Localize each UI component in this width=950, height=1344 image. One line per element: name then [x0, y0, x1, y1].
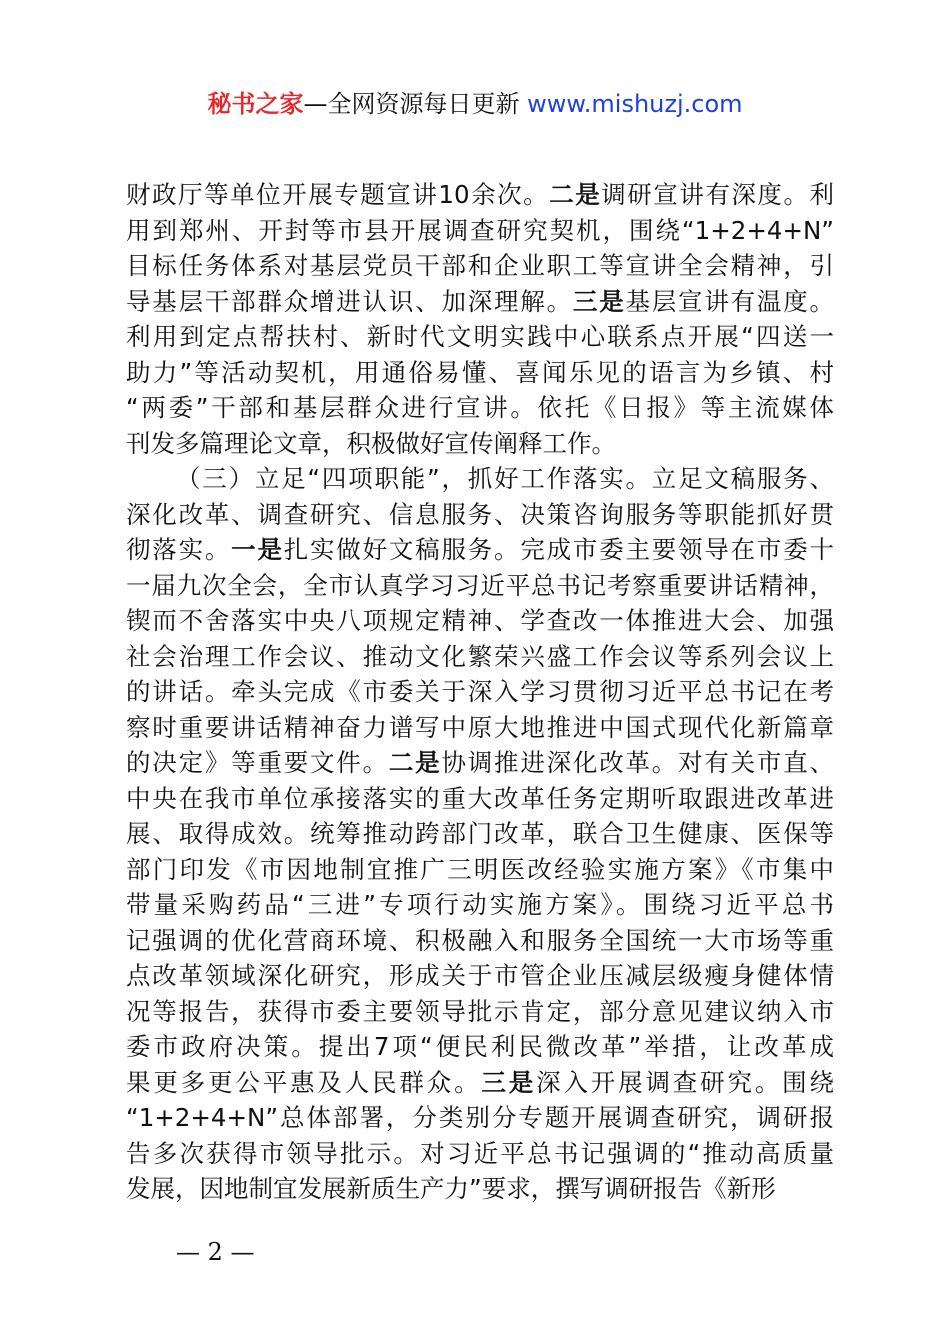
text-segment: 刊发多篇理论文章，积极做好宣传阐释工作。 — [126, 428, 616, 458]
text-line — [126, 958, 834, 994]
text-line — [126, 497, 834, 533]
text-line — [126, 426, 834, 462]
text-segment: 记强调的优化营商环境、积极融入和服务全国统一大市场等重 — [126, 925, 834, 955]
text-segment: 况等报告，获得市委主要领导批示肯定，部分意见建议纳入市 — [126, 996, 834, 1026]
page-number: — 2 — — [176, 1238, 255, 1266]
text-line — [126, 390, 834, 426]
text-segment: 彻落实。 — [126, 535, 232, 564]
text-line — [126, 887, 834, 923]
text-segment: 的决定》等重要文件。 — [126, 748, 389, 777]
banner-dash: — — [303, 90, 328, 118]
brand-name: 秘书之家 — [207, 90, 304, 118]
emphasis-keyword: 三是 — [572, 286, 626, 316]
text-line — [126, 923, 834, 959]
text-segment: 助力”等活动契机，用通俗易懂、喜闻乐见的语言为乡镇、村 — [126, 357, 834, 387]
text-segment: 发展，因地制宜发展新质生产力”要求，撰写调研报告《新形 — [126, 1174, 776, 1203]
text-line — [126, 319, 834, 355]
emphasis-keyword: 二是 — [549, 180, 602, 209]
text-segment: 锲而不舍落实中央八项规定精神、学查改一体推进大会、加强 — [126, 606, 834, 635]
text-line — [126, 1065, 834, 1101]
text-segment: 的讲话。牵头完成《市委关于深入学习贯彻习近平总书记在考 — [126, 677, 834, 706]
text-segment: 部门印发《市因地制宜推广三明医改经验实施方案》《市集中 — [126, 854, 834, 884]
text-segment: 基层宣讲有温度。 — [625, 286, 835, 316]
text-segment: （三）立足“四项职能”，抓好工作落实。立足文稿服务、 — [176, 464, 834, 493]
text-line — [126, 852, 834, 888]
text-line — [126, 532, 834, 568]
text-line — [126, 994, 834, 1030]
text-line — [126, 284, 834, 320]
text-line — [126, 1136, 834, 1172]
emphasis-keyword: 二是 — [388, 748, 442, 777]
emphasis-keyword: 一是 — [231, 535, 284, 564]
text-line — [126, 1100, 834, 1136]
text-segment: 察时重要讲话精神奋力谱写中原大地推进中国式现代化新篇章 — [126, 712, 834, 742]
text-line — [126, 461, 834, 497]
text-segment: 利用到定点帮扶村、新时代文明实践中心联系点开展“四送一 — [126, 322, 834, 351]
text-line — [126, 1171, 834, 1207]
text-line — [126, 745, 834, 781]
text-line — [126, 1029, 834, 1065]
text-line — [126, 248, 834, 284]
text-line — [126, 781, 834, 817]
body-text — [126, 177, 834, 1207]
text-segment: 一届九次全会，全市认真学习习近平总书记考察重要讲话精神， — [126, 570, 834, 600]
text-segment: 目标任务体系对基层党员干部和企业职工等宣讲全会精神，引 — [126, 251, 834, 280]
text-segment: 调研宣讲有深度。利 — [601, 180, 834, 209]
text-segment: 导基层干部群众增进认识、加深理解。 — [126, 286, 573, 316]
text-segment: 带量采购药品“三进”专项行动实施方案》。围绕习近平总书 — [126, 890, 834, 919]
text-line — [126, 568, 834, 604]
text-segment: 深化改革、调查研究、信息服务、决策咨询服务等职能抓好贯 — [126, 499, 834, 529]
text-line — [126, 639, 834, 675]
text-line — [126, 710, 834, 746]
text-segment: 社会治理工作会议、推动文化繁荣兴盛工作会议等系列会议上 — [126, 641, 834, 671]
site-banner — [0, 86, 950, 122]
banner-tagline: 全网资源每日更新 — [327, 90, 528, 118]
text-segment: 中央在我市单位承接落实的重大改革任务定期听取跟进改革进 — [126, 783, 834, 813]
text-segment: “两委”干部和基层群众进行宣讲。依托《日报》等主流媒体 — [126, 393, 834, 422]
text-segment: 用到郑州、开封等市县开展调查研究契机，围绕“1+2+4+N” — [126, 215, 834, 245]
text-segment: 扎实做好文稿服务。完成市委主要领导在市委十 — [283, 535, 835, 564]
text-segment: 深入开展调查研究。围绕 — [536, 1067, 835, 1097]
text-line — [126, 674, 834, 710]
text-segment: 财政厅等单位开展专题宣讲10余次。 — [126, 180, 550, 209]
text-segment: 委市政府决策。提出7项“便民利民微改革”举措，让改革成 — [126, 1032, 834, 1061]
text-segment: “1+2+4+N”总体部署，分类别分专题开展调查研究，调研报 — [126, 1103, 834, 1132]
text-line — [126, 816, 834, 852]
site-url[interactable]: www.mishuzj.com — [527, 90, 743, 118]
text-line — [126, 603, 834, 639]
emphasis-keyword: 三是 — [481, 1067, 537, 1097]
text-line — [126, 355, 834, 391]
text-segment: 展、取得成效。统筹推动跨部门改革，联合卫生健康、医保等 — [126, 819, 834, 848]
text-segment: 告多次获得市领导批示。对习近平总书记强调的“推动高质量 — [126, 1138, 834, 1168]
text-line — [126, 213, 834, 249]
text-line — [126, 177, 834, 213]
text-segment: 协调推进深化改革。对有关市直、 — [441, 748, 835, 777]
text-segment: 果更多更公平惠及人民群众。 — [126, 1067, 482, 1097]
text-segment: 点改革领域深化研究，形成关于市管企业压减层级瘦身健体情 — [126, 961, 834, 990]
